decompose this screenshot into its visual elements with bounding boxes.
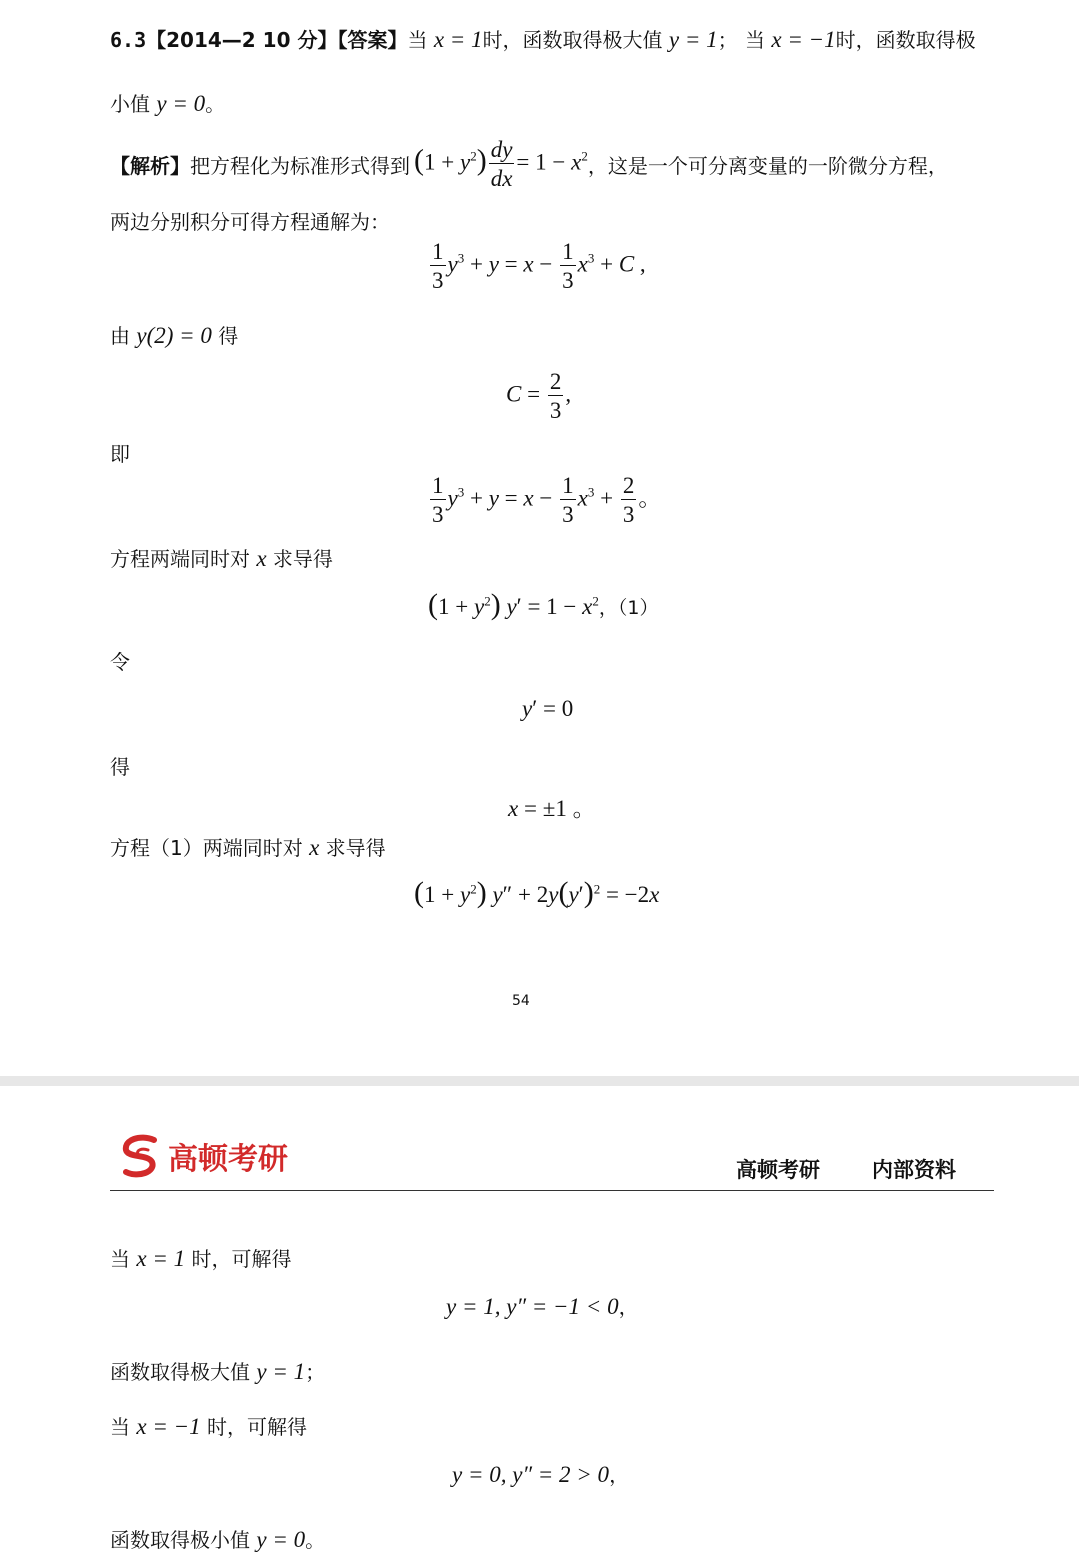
text: ， <box>609 1463 630 1487</box>
text: 当 <box>745 28 772 52</box>
answer-line-1 <box>110 24 738 53</box>
differentiate-line-1 <box>110 543 333 572</box>
text: 由 <box>110 324 137 348</box>
logo <box>118 1132 288 1180</box>
text: 求导得 <box>266 547 333 571</box>
text: 时，函数取得极 <box>835 28 976 52</box>
math-inline: x = −1 <box>771 27 836 52</box>
second-derivative-equation: $(1 + y^2)$ $y'' + 2y(y')^2 = -2x$ <box>414 876 660 909</box>
text: 得 <box>211 324 239 348</box>
text: 当 <box>110 1415 137 1439</box>
math-inline: y = 1 <box>256 1359 306 1384</box>
text: 小值 <box>110 92 157 116</box>
text: 方程（1）两端同时对 <box>110 836 310 860</box>
text: 函数取得极大值 <box>110 1360 257 1384</box>
question-number: 6.3 <box>110 28 147 52</box>
text: ； <box>305 1360 326 1384</box>
math-inline: y = 1 <box>668 27 718 52</box>
p2-line-3 <box>110 1411 307 1440</box>
analysis-line-1 <box>110 138 948 190</box>
text: ，这是一个可分离变量的一阶微分方程， <box>587 153 948 178</box>
math-inline: x = −1 <box>136 1414 201 1439</box>
text: 时，函数取得极大值 <box>482 28 669 52</box>
header-confidential: 内部资料 <box>872 1158 956 1182</box>
header-rule <box>110 1190 994 1191</box>
particular-solution-equation: $\frac{1}{3}$ $y^3 + y = x$ − $\frac{1}{3}$ $x^3$ + $\frac{2}{3}$ 。 <box>432 473 662 527</box>
general-solution-equation: $\frac{1}{3}$ $y^3 + y = x$ − $\frac{1}{3}$ $x^3 + C$ , <box>432 239 646 293</box>
text: 当 <box>407 28 434 52</box>
p2-line-1 <box>110 1243 291 1272</box>
math-inline: x <box>309 835 320 860</box>
text: 时，可解得 <box>185 1247 292 1271</box>
math-inline: x = 1 <box>136 1246 186 1271</box>
answer-tag: 【2014—2 10 分】【答案】 <box>146 28 408 52</box>
text: 方程两端同时对 <box>110 547 257 571</box>
text: 把方程化为标准形式得到 <box>190 153 410 178</box>
text: ， <box>618 1295 639 1319</box>
text: 当 <box>110 1247 137 1271</box>
ji-label: 即 <box>110 442 130 466</box>
math-display: y = 0, y″ = 2 > 0 <box>452 1462 610 1487</box>
text: 时，可解得 <box>200 1415 307 1439</box>
p2-line-4 <box>110 1524 325 1553</box>
math-inline: y = 0 <box>256 1527 306 1552</box>
logo-text: 高顿考研 <box>168 1142 288 1177</box>
text: ； <box>717 28 738 52</box>
answer-line-2 <box>110 88 225 117</box>
derivative-zero-equation: y′ = 0 <box>522 696 574 721</box>
standard-form-equation: $(1 + y^2)$ $\frac{dy}{dx}$ = $1 - x^2$ <box>414 137 588 191</box>
equation-tag: ，（1） <box>598 597 659 619</box>
text: 。 <box>205 92 226 116</box>
p2-equation-b <box>452 1459 629 1488</box>
de-label: 得 <box>110 755 130 779</box>
text: 求导得 <box>319 836 386 860</box>
equation-1: $(1 + y^2)$ $y' = 1 - x^2$，（1） <box>428 588 659 621</box>
math-inline: x = 1 <box>433 27 483 52</box>
ling-label: 令 <box>110 650 130 674</box>
math-inline: y = 0 <box>156 91 206 116</box>
math-inline: y(2) = 0 <box>136 323 212 348</box>
differentiate-line-2 <box>110 832 386 861</box>
analysis-tag: 【解析】 <box>110 153 190 178</box>
page-separator <box>0 1076 1079 1086</box>
math-inline: x <box>256 546 267 571</box>
constant-equation: C = $\frac{2}{3}$ , <box>506 369 572 423</box>
math-display: y = 1, y″ = −1 < 0 <box>446 1294 619 1319</box>
text: 。 <box>305 1528 326 1552</box>
analysis-line-2: 两边分别积分可得方程通解为： <box>110 210 390 234</box>
p2-equation-a <box>446 1291 639 1320</box>
text: 函数取得极小值 <box>110 1528 257 1552</box>
header-brand: 高顿考研 <box>736 1158 820 1182</box>
initial-condition-line <box>110 320 238 349</box>
p2-line-2 <box>110 1356 325 1385</box>
page-number: 54 <box>512 993 530 1009</box>
answer-line-1b <box>745 24 976 53</box>
roots-equation: x = ±1 。 <box>508 796 596 821</box>
gaodun-logo-icon <box>118 1132 166 1180</box>
